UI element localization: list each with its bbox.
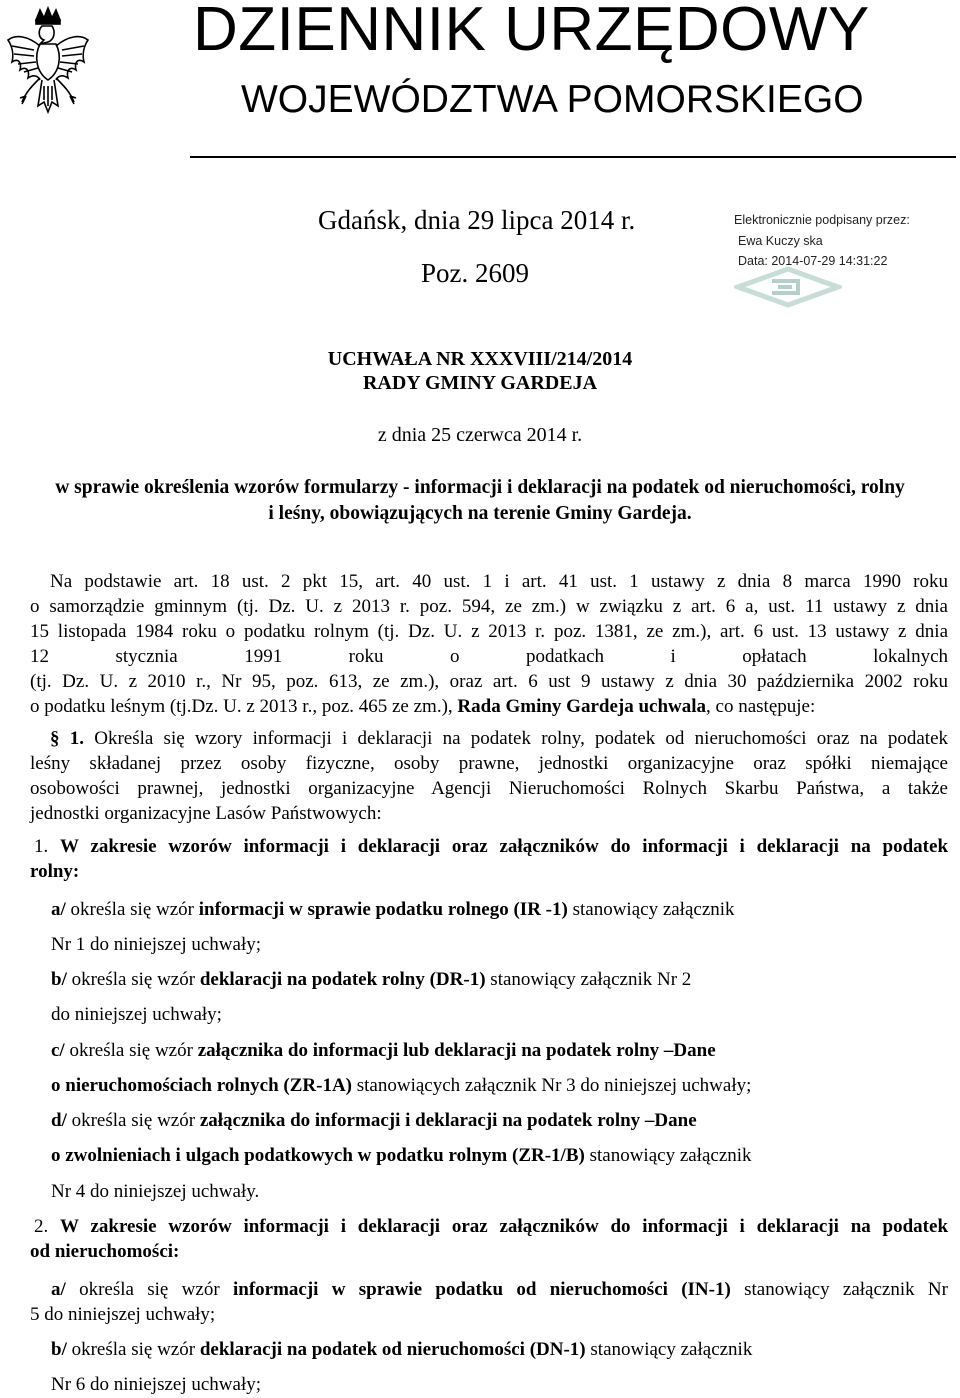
list-item [51, 967, 960, 992]
journal-subtitle: WOJEWÓDZTWA POMORSKIEGO [241, 78, 864, 121]
resolution-title: UCHWAŁA NR XXXVIII/214/2014 [327, 348, 633, 370]
item-text: określa się wzór [66, 1110, 200, 1131]
item-text: stanowiący załącznik Nr [730, 1279, 948, 1300]
list-item [51, 1038, 960, 1063]
item-form-name: o nieruchomościach rolnych (ZR-1A) [51, 1075, 352, 1096]
item-form-name: informacji w sprawie podatku rolnego (IR -1) [198, 899, 568, 920]
item-form-name: deklaracji na podatek od nieruchomości (DN-1) [199, 1339, 586, 1360]
point-1-heading: W zakresie wzorów informacji i deklaracji oraz załączników do informacji i deklaracji na podatek [60, 836, 949, 857]
polish-eagle-emblem [4, 6, 92, 138]
item-text: stanowiących załącznik Nr 3 do niniejszej uchwały; [352, 1075, 752, 1096]
resolution-subject-line2: i leśny, obowiązujących na terenie Gminy Gardeja. [268, 503, 692, 524]
point-2-heading: W zakresie wzorów informacji i deklaracji oraz załączników do informacji i deklaracji na podatek [60, 1216, 949, 1237]
council-resolves: Rada Gminy Gardeja uchwala [457, 696, 707, 717]
item-form-name: załącznika do informacji lub deklaracji na podatek rolny –Dane [197, 1040, 716, 1061]
resolution-council: RADY GMINY GARDEJA [362, 372, 598, 394]
signature-label: Elektronicznie podpisany przez: [734, 213, 910, 227]
item-text: stanowiący załącznik [585, 1339, 753, 1360]
position-number: Poz. 2609 [421, 258, 529, 288]
resolution-date: z dnia 25 czerwca 2014 r. [377, 424, 583, 446]
item-mark: c/ [51, 1040, 65, 1061]
resolution-subject-line1: w sprawie określenia wzorów formularzy - informacji i deklaracji na podatek od nieruchomości, rolny [55, 477, 905, 498]
section-1 [30, 726, 948, 826]
point-1 [30, 834, 948, 884]
section-1-text: Określa się wzory informacji i deklaracji na podatek rolny, podatek od nieruchomości oraz na podatek [84, 728, 949, 749]
item-text: stanowiący załącznik [584, 1145, 752, 1166]
item-text: określa się wzór [66, 969, 200, 990]
electronic-signature [734, 213, 934, 313]
point-1-items [51, 897, 948, 1207]
item-text: stanowiący załącznik Nr 2 [485, 969, 692, 990]
item-mark: b/ [51, 969, 67, 990]
item-form-name: załącznika do informacji i deklaracji na podatek rolny –Dane [199, 1110, 697, 1131]
point-2-heading: od nieruchomości: [30, 1241, 180, 1262]
list-item [51, 1108, 960, 1133]
publication-date: Gdańsk, dnia 29 lipca 2014 r. [318, 205, 636, 235]
item-mark: a/ [51, 1279, 66, 1300]
item-text: określa się wzór [65, 1279, 233, 1300]
item-mark: a/ [51, 899, 66, 920]
preamble-line: 15 listopada 1984 roku o podatku rolnym (tj. Dz. U. z 2013 r. poz. 1381, ze zm.), art. 6 ust. 13 ustawy z dnia [30, 621, 948, 642]
item-text: stanowiący załącznik [567, 899, 735, 920]
point-2-items [30, 1277, 948, 1397]
header-divider [190, 156, 956, 158]
preamble-line: (tj. Dz. U. z 2010 r., Nr 95, poz. 613, ze zm.), oraz art. 6 ust 9 ustawy z dnia 30 października 2002 roku [30, 671, 948, 692]
list-item-continuation [51, 1073, 960, 1098]
point-1-line [30, 859, 948, 884]
list-item-continuation: Nr 1 do niniejszej uchwały; [51, 934, 262, 955]
list-item-continuation: Nr 4 do niniejszej uchwały. [51, 1181, 260, 1202]
section-1-line [50, 726, 948, 751]
list-item-continuation [51, 1143, 960, 1168]
item-mark: b/ [51, 1339, 67, 1360]
point-1-line [34, 834, 948, 859]
list-item [51, 1277, 948, 1302]
section-mark: § 1. [50, 728, 84, 749]
item-form-name: o zwolnieniach i ulgach podatkowych w podatku rolnym (ZR-1/B) [51, 1145, 585, 1166]
preamble-text: , co następuje: [706, 696, 816, 717]
point-2 [30, 1214, 948, 1264]
preamble-line [30, 694, 948, 719]
preamble-line: o samorządzie gminnym (tj. Dz. U. z 2013 r. poz. 594, ze zm.) w związku z art. 6 a, ust. 11 ustawy z dnia [30, 596, 948, 617]
item-text: określa się wzór [64, 1040, 198, 1061]
list-item-continuation: 5 do niniejszej uchwały; [30, 1304, 216, 1325]
list-item [51, 1337, 960, 1362]
point-number: 2. [34, 1216, 61, 1237]
point-1-heading: rolny: [30, 861, 80, 882]
signature-date: Data: 2014-07-29 14:31:22 [738, 254, 888, 268]
point-2-line [30, 1239, 948, 1264]
section-1-line: osobowości prawnej, jednostki organizacyjne Agencji Nieruchomości Rolnych Skarbu Państwa, a także [30, 778, 948, 799]
item-form-name: informacji w sprawie podatku od nieruchomości (IN-1) [232, 1279, 731, 1300]
section-1-line: jednostki organizacyjne Lasów Państwowych: [30, 803, 382, 824]
point-number: 1. [34, 836, 61, 857]
item-text: określa się wzór [66, 1339, 200, 1360]
point-2-line [34, 1214, 948, 1239]
preamble [30, 569, 948, 719]
preamble-line: 12 stycznia 1991 roku o podatkach i opłatach lokalnych [30, 646, 948, 667]
list-item-continuation: Nr 6 do niniejszej uchwały; [51, 1374, 262, 1395]
preamble-text: o podatku leśnym (tj.Dz. U. z 2013 r., poz. 465 ze zm.), [30, 696, 458, 717]
item-text: określa się wzór [65, 899, 199, 920]
signature-logo-icon [734, 265, 842, 314]
section-1-line: leśny składanej przez osoby fizyczne, osoby prawne, jednostki organizacyjne oraz spółki niemające [30, 753, 948, 774]
preamble-line: Na podstawie art. 18 ust. 2 pkt 15, art. 40 ust. 1 i art. 41 ust. 1 ustawy z dnia 8 marca 1990 roku [50, 571, 948, 592]
item-form-name: deklaracji na podatek rolny (DR-1) [199, 969, 486, 990]
list-item-continuation: do niniejszej uchwały; [51, 1004, 222, 1025]
item-mark: d/ [51, 1110, 67, 1131]
list-item [51, 897, 960, 922]
signer-name: Ewa Kuczy ska [738, 234, 823, 248]
journal-title: DZIENNIK URZĘDOWY [193, 0, 870, 64]
